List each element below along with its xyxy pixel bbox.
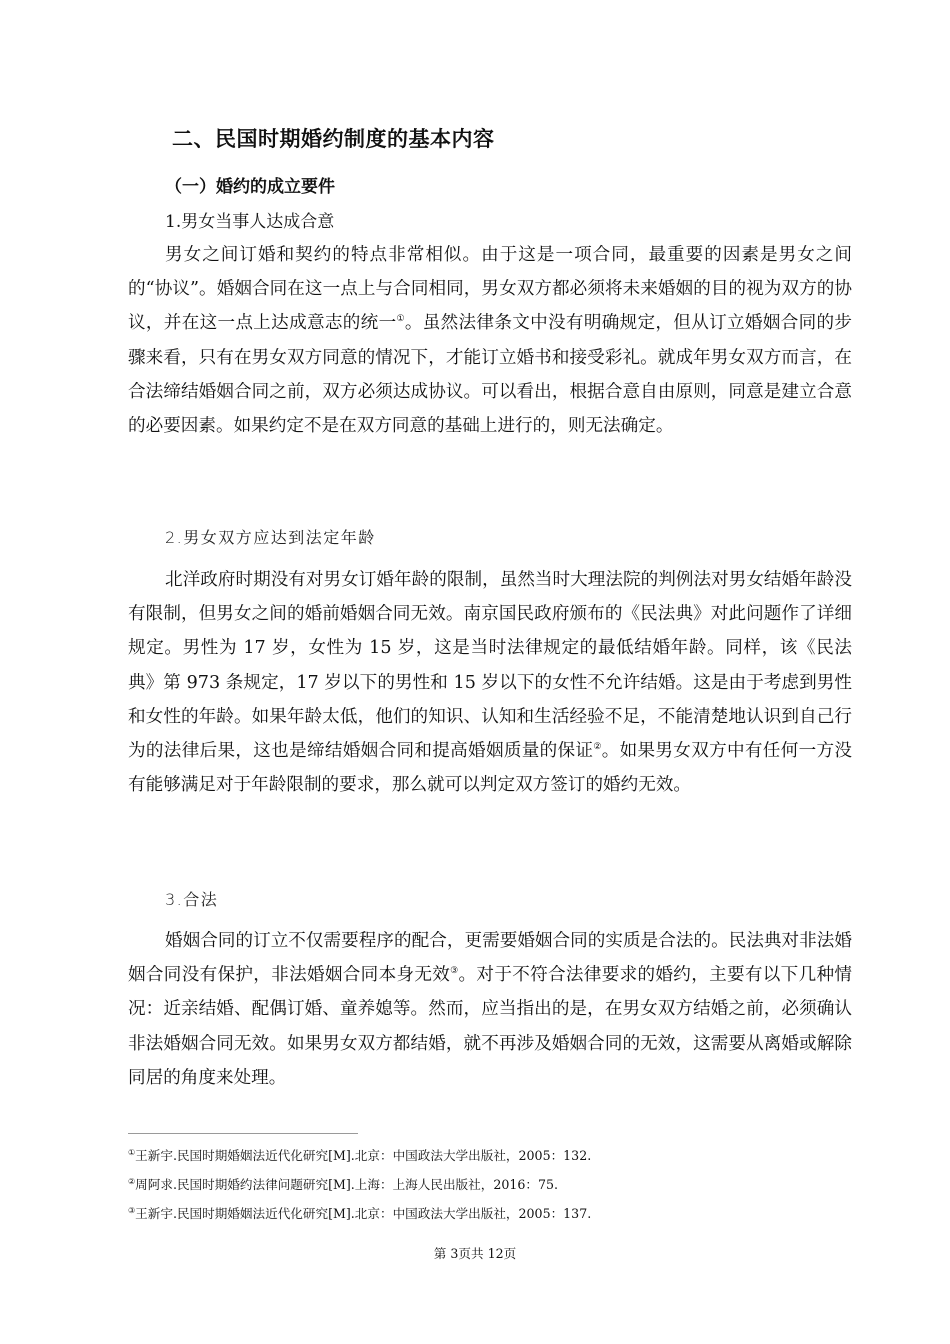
paragraph-consent	[128, 238, 852, 443]
footnote-2	[128, 1174, 558, 1193]
footnote-mark: ③	[128, 1205, 136, 1215]
paragraph-text: 。虽然法律条文中没有明确规定，但从订立婚姻合同的步骤来看，只有在男女双方同意的情况下，才能订立婚书和接受彩礼。就成年男女双方而言，在合法缔结婚姻合同之前，双方必须达成协议。可以看出，根据合意自由原则，同意是建立合意的必要因素。如果约定不是在双方同意的基础上进行的，则无法确定。	[128, 313, 852, 437]
paragraph-text: 男女之间订婚和契约的特点非常相似。由于这是一项合同，最重要的因素是男女之间的“协议”。婚姻合同在这一点上与合同相同，男女双方都必须将未来婚姻的目的视为双方的协议，并在这一点上达成意志的统一	[128, 245, 852, 334]
footnote-ref-2: ②	[593, 742, 602, 753]
page-number: 第 3页共 12页	[433, 1246, 517, 1261]
footnote-text: 王新宇.民国时期婚姻法近代化研究[M].北京：中国政法大学出版社，2005：132.	[135, 1148, 592, 1163]
footnote-1	[128, 1145, 591, 1164]
item-heading-age: 2.男女双方应达到法定年龄	[165, 528, 376, 547]
footnote-ref-1: ①	[396, 314, 405, 325]
footnote-ref-3: ③	[450, 966, 459, 977]
paragraph-text: 。如果男女双方中有任何一方没有能够满足对于年龄限制的要求，那么就可以判定双方签订的婚约无效。	[128, 741, 852, 796]
footnote-text: 王新宇.民国时期婚姻法近代化研究[M].北京：中国政法大学出版社，2005：137.	[135, 1206, 592, 1221]
footnote-mark: ①	[128, 1147, 136, 1157]
paragraph-text: 婚姻合同的订立不仅需要程序的配合，更需要婚姻合同的实质是合法的。民法典对非法婚姻合同没有保护，非法婚姻合同本身无效	[128, 931, 852, 986]
paragraph-age	[128, 563, 852, 802]
paragraph-text: 北洋政府时期没有对男女订婚年龄的限制，虽然当时大理法院的判例法对男女结婚年龄没有限制，但男女之间的婚前婚姻合同无效。南京国民政府颁布的《民法典》对此问题作了详细规定。男性为 17 岁，女性为 15 岁，这是当时法律规定的最低结婚年龄。同样，该《民法典》第 973 条规定，17 岁以下的男性和 15 岁以下的女性不允许结婚。这是由于考虑到男性和女性的年龄。如果年龄太低，他们的知识、认知和生活经验不足，不能清楚地认识到自己行为的法律后果，这也是缔结婚姻合同和提高婚姻质量的保证	[128, 570, 852, 762]
footnote-mark: ②	[128, 1176, 136, 1186]
footnote-3	[128, 1203, 591, 1222]
item-heading-consent: 1.男女当事人达成合意	[165, 212, 335, 232]
footnote-divider	[128, 1133, 358, 1134]
subsection-title: （一）婚约的成立要件	[165, 177, 335, 197]
footnote-text: 周阿求.民国时期婚约法律问题研究[M].上海：上海人民出版社，2016：75.	[135, 1177, 559, 1192]
paragraph-text: 。对于不符合法律要求的婚约，主要有以下几种情况：近亲结婚、配偶订婚、童养媳等。然而，应当指出的是，在男女双方结婚之前，必须确认非法婚姻合同无效。如果男女双方都结婚，就不再涉及婚姻合同的无效，这需要从离婚或解除同居的角度来处理。	[128, 965, 852, 1088]
item-heading-legal: 3.合法	[165, 890, 219, 909]
paragraph-legal	[128, 924, 852, 1095]
section-title: 二、民国时期婚约制度的基本内容	[172, 127, 495, 151]
